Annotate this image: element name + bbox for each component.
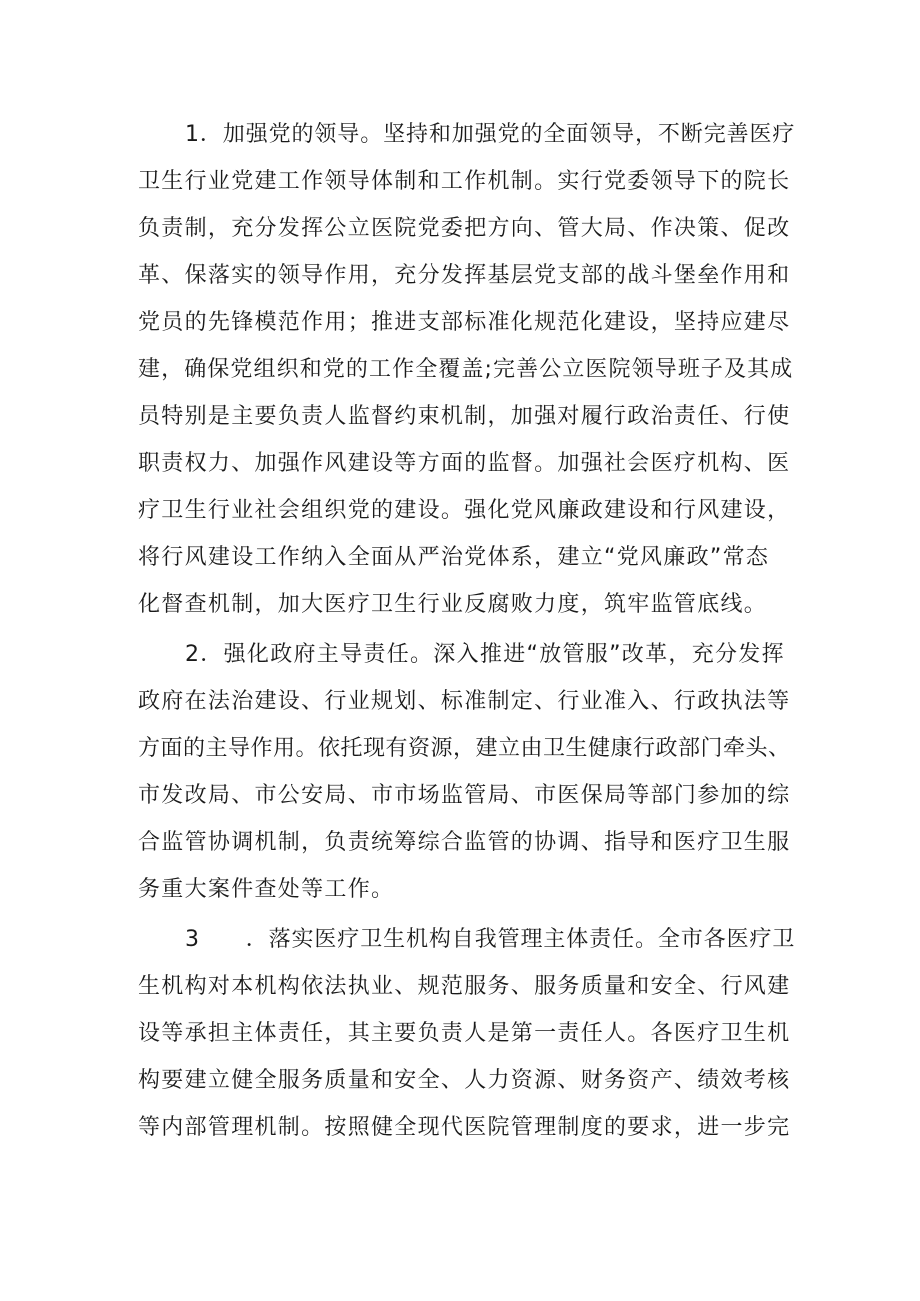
text-line: 构要建立健全服务质量和安全、人力资源、财务资产、绩效考核	[138, 1068, 791, 1093]
text-line: 等内部管理机制。按照健全现代医院管理制度的要求，进一步完	[138, 1115, 791, 1140]
text-line: 2．强化政府主导责任。深入推进“放管服”改革，充分发挥	[185, 642, 785, 667]
text-line: 革、保落实的领导作用，充分发挥基层党支部的战斗堡垒作用和	[138, 263, 791, 288]
text-line: 疗卫生行业社会组织党的建设。强化党风廉政建设和行风建设，	[138, 498, 791, 523]
text-line: 设等承担主体责任，其主要负责人是第一责任人。各医疗卫生机	[138, 1021, 791, 1046]
text-line: 市发改局、市公安局、市市场监管局、市医保局等部门参加的综	[138, 783, 791, 808]
text-line: 员特别是主要负责人监督约束机制，加强对履行政治责任、行使	[138, 404, 791, 429]
text-line: 合监管协调机制，负责统筹综合监管的协调、指导和医疗卫生服	[138, 830, 791, 855]
text-line: 务重大案件查处等工作。	[138, 877, 395, 902]
text-line: 3 ．落实医疗卫生机构自我管理主体责任。全市各医疗卫	[185, 927, 796, 952]
text-line: 化督查机制，加大医疗卫生行业反腐败力度，筑牢监管底线。	[138, 592, 768, 617]
text-line: 党员的先锋模范作用；推进支部标准化规范化建设，坚持应建尽	[138, 310, 791, 335]
text-line: 生机构对本机构依法执业、规范服务、服务质量和安全、行风建	[138, 974, 791, 999]
text-line: 卫生行业党建工作领导体制和工作机制。实行党委领导下的院长	[138, 169, 791, 194]
text-line: 负责制，充分发挥公立医院党委把方向、管大局、作决策、促改	[138, 216, 791, 241]
text-line: 将行风建设工作纳入全面从严治党体系，建立“党风廉政”常态	[138, 545, 770, 570]
text-line: 职责权力、加强作风建设等方面的监督。加强社会医疗机构、医	[138, 451, 791, 476]
text-line: 政府在法治建设、行业规划、标准制定、行业准入、行政执法等	[138, 689, 791, 714]
text-line: 1．加强党的领导。坚持和加强党的全面领导，不断完善医疗	[185, 122, 796, 147]
text-line: 建，确保党组织和党的工作全覆盖;完善公立医院领导班子及其成	[138, 357, 794, 382]
text-line: 方面的主导作用。依托现有资源，建立由卫生健康行政部门牵头、	[138, 736, 791, 761]
